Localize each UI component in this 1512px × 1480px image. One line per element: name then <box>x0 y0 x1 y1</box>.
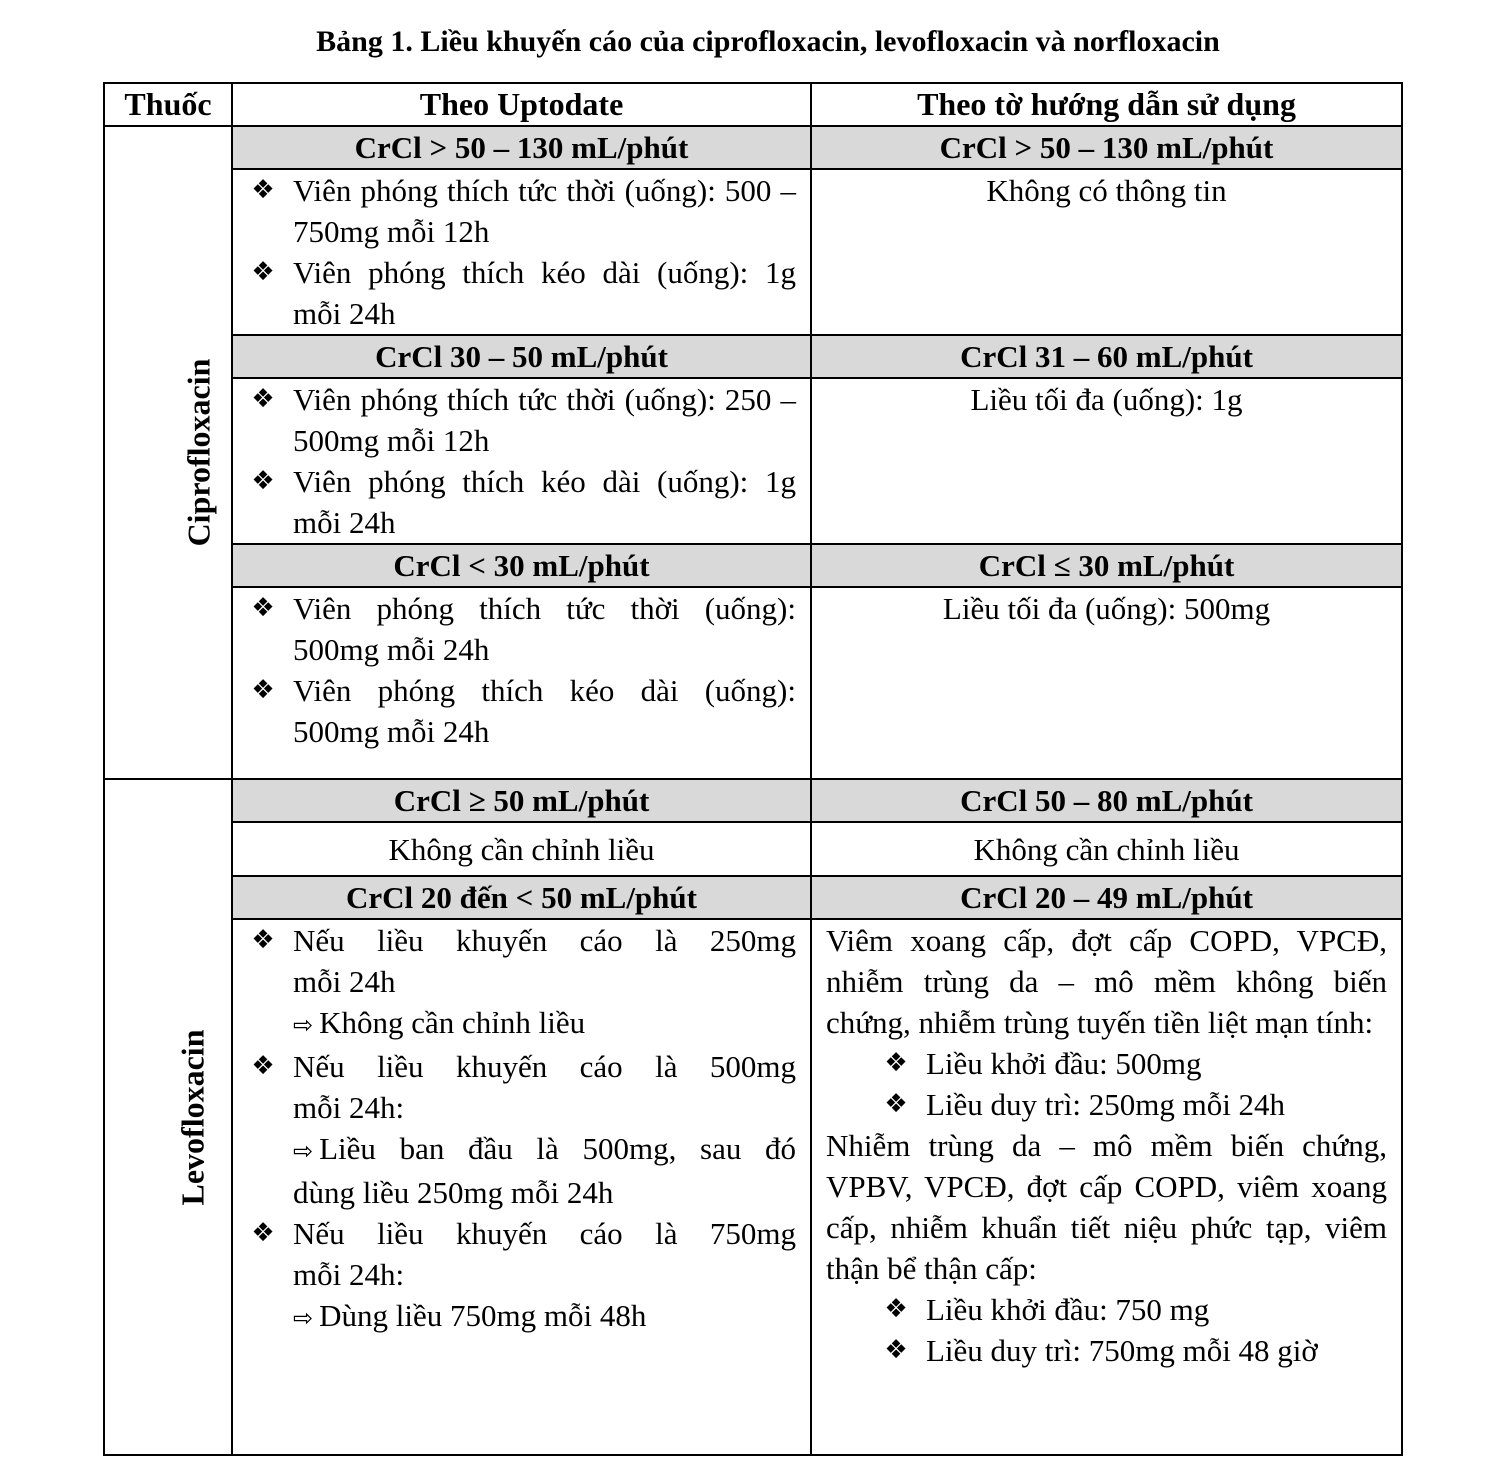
list-item: ❖ Viên phóng thích kéo dài (uống): 1g mỗi 24h <box>243 461 796 543</box>
item-result: ⇨ Dùng liều 750mg mỗi 48h <box>293 1298 647 1333</box>
header-drug: Thuốc <box>104 83 232 126</box>
crcl-band-insert: CrCl > 50 – 130 mL/phút <box>811 126 1402 169</box>
item-result-cont: dùng liều 250mg mỗi 24h <box>293 1175 614 1210</box>
insert-cell: Không cần chỉnh liều <box>811 822 1402 876</box>
diamond-bullet-icon: ❖ <box>884 1048 908 1078</box>
crcl-band-uptodate: CrCl 20 đến < 50 mL/phút <box>232 876 811 919</box>
drug-name: Ciprofloxacin <box>180 358 217 547</box>
diamond-bullet-icon: ❖ <box>251 1051 275 1081</box>
crcl-band-insert: CrCl 50 – 80 mL/phút <box>811 779 1402 822</box>
drug-name: Levofloxacin <box>174 1029 211 1205</box>
list-item: ❖ Viên phóng thích tức thời (uống): 500 – 750mg mỗi 12h <box>243 170 796 252</box>
crcl-band-row <box>104 335 1402 378</box>
diamond-bullet-icon: ❖ <box>884 1335 908 1365</box>
uptodate-cell <box>232 378 811 544</box>
crcl-band-insert: CrCl 20 – 49 mL/phút <box>811 876 1402 919</box>
crcl-band-uptodate: CrCl ≥ 50 mL/phút <box>232 779 811 822</box>
right-arrow-icon: ⇨ <box>293 1137 314 1165</box>
drug-cell-levofloxacin <box>104 779 232 1455</box>
indication-paragraph: Viêm xoang cấp, đợt cấp COPD, VPCĐ, nhiễm trùng da – mô mềm không biến chứng, nhiễm trùng tuyến tiền liệt mạn tính: <box>826 923 1387 1040</box>
item-result: ⇨ Liều ban đầu là 500mg, sau đó <box>293 1131 796 1166</box>
item-cont: mỗi 24h <box>293 964 396 999</box>
indication-paragraph: Nhiễm trùng da – mô mềm biến chứng, VPBV, VPCĐ, đợt cấp COPD, viêm xoang cấp, nhiễm khuẩn tiết niệu phức tạp, viêm thận bể thận cấp: <box>826 1128 1387 1286</box>
diamond-bullet-icon: ❖ <box>251 257 275 287</box>
list-item <box>243 920 796 1046</box>
list-item: ❖ Viên phóng thích kéo dài (uống): 1g mỗi 24h <box>243 252 796 334</box>
list-item <box>243 1213 796 1339</box>
list-item: ❖ Viên phóng thích tức thời (uống): 500mg mỗi 24h <box>243 588 796 670</box>
drug-cell-ciprofloxacin <box>104 126 232 779</box>
crcl-band-row <box>104 126 1402 169</box>
insert-cell <box>811 919 1402 1455</box>
dosage-row <box>104 822 1402 876</box>
uptodate-cell <box>232 587 811 779</box>
crcl-band-insert: CrCl ≤ 30 mL/phút <box>811 544 1402 587</box>
list-item: ❖ Liều duy trì: 250mg mỗi 24h <box>826 1084 1387 1125</box>
dosage-row <box>104 378 1402 544</box>
right-arrow-icon: ⇨ <box>293 1304 314 1332</box>
uptodate-cell: Không cần chỉnh liều <box>232 822 811 876</box>
crcl-band-row <box>104 876 1402 919</box>
diamond-bullet-icon: ❖ <box>251 925 275 955</box>
dosage-row <box>104 169 1402 335</box>
crcl-band-insert: CrCl 31 – 60 mL/phút <box>811 335 1402 378</box>
dosage-table <box>103 82 1403 1456</box>
item-cont: mỗi 24h: <box>293 1257 405 1292</box>
diamond-bullet-icon: ❖ <box>251 593 275 623</box>
dosage-row <box>104 587 1402 779</box>
list-item: ❖ Viên phóng thích tức thời (uống): 250 – 500mg mỗi 12h <box>243 379 796 461</box>
uptodate-cell <box>232 169 811 335</box>
diamond-bullet-icon: ❖ <box>251 384 275 414</box>
table-caption: Bảng 1. Liều khuyến cáo của ciprofloxacin, levofloxacin và norfloxacin <box>316 25 1220 58</box>
list-item: ❖ Liều khởi đầu: 500mg <box>826 1043 1387 1084</box>
diamond-bullet-icon: ❖ <box>884 1089 908 1119</box>
diamond-bullet-icon: ❖ <box>251 675 275 705</box>
item-lead: Nếu liều khuyến cáo là 750mg <box>293 1216 796 1251</box>
item-lead: Nếu liều khuyến cáo là 500mg <box>293 1049 796 1084</box>
crcl-band-uptodate: CrCl 30 – 50 mL/phút <box>232 335 811 378</box>
right-arrow-icon: ⇨ <box>293 1011 314 1039</box>
item-result: ⇨ Không cần chỉnh liều <box>293 1005 586 1040</box>
crcl-band-row <box>104 544 1402 587</box>
header-row <box>104 83 1402 126</box>
uptodate-cell <box>232 919 811 1455</box>
insert-cell: Không có thông tin <box>811 169 1402 335</box>
diamond-bullet-icon: ❖ <box>251 1218 275 1248</box>
list-item: ❖ Viên phóng thích kéo dài (uống): 500mg mỗi 24h <box>243 670 796 752</box>
insert-cell: Liều tối đa (uống): 1g <box>811 378 1402 544</box>
diamond-bullet-icon: ❖ <box>251 466 275 496</box>
dosage-row <box>104 919 1402 1455</box>
crcl-band-row <box>104 779 1402 822</box>
diamond-bullet-icon: ❖ <box>884 1294 908 1324</box>
list-item: ❖ Liều duy trì: 750mg mỗi 48 giờ <box>826 1330 1387 1371</box>
list-item <box>243 1046 796 1213</box>
crcl-band-uptodate: CrCl > 50 – 130 mL/phút <box>232 126 811 169</box>
item-cont: mỗi 24h: <box>293 1090 405 1125</box>
header-package-insert: Theo tờ hướng dẫn sử dụng <box>811 83 1402 126</box>
crcl-band-uptodate: CrCl < 30 mL/phút <box>232 544 811 587</box>
header-uptodate: Theo Uptodate <box>232 83 811 126</box>
list-item: ❖ Liều khởi đầu: 750 mg <box>826 1289 1387 1330</box>
diamond-bullet-icon: ❖ <box>251 175 275 205</box>
insert-cell: Liều tối đa (uống): 500mg <box>811 587 1402 779</box>
item-lead: Nếu liều khuyến cáo là 250mg <box>293 923 796 958</box>
